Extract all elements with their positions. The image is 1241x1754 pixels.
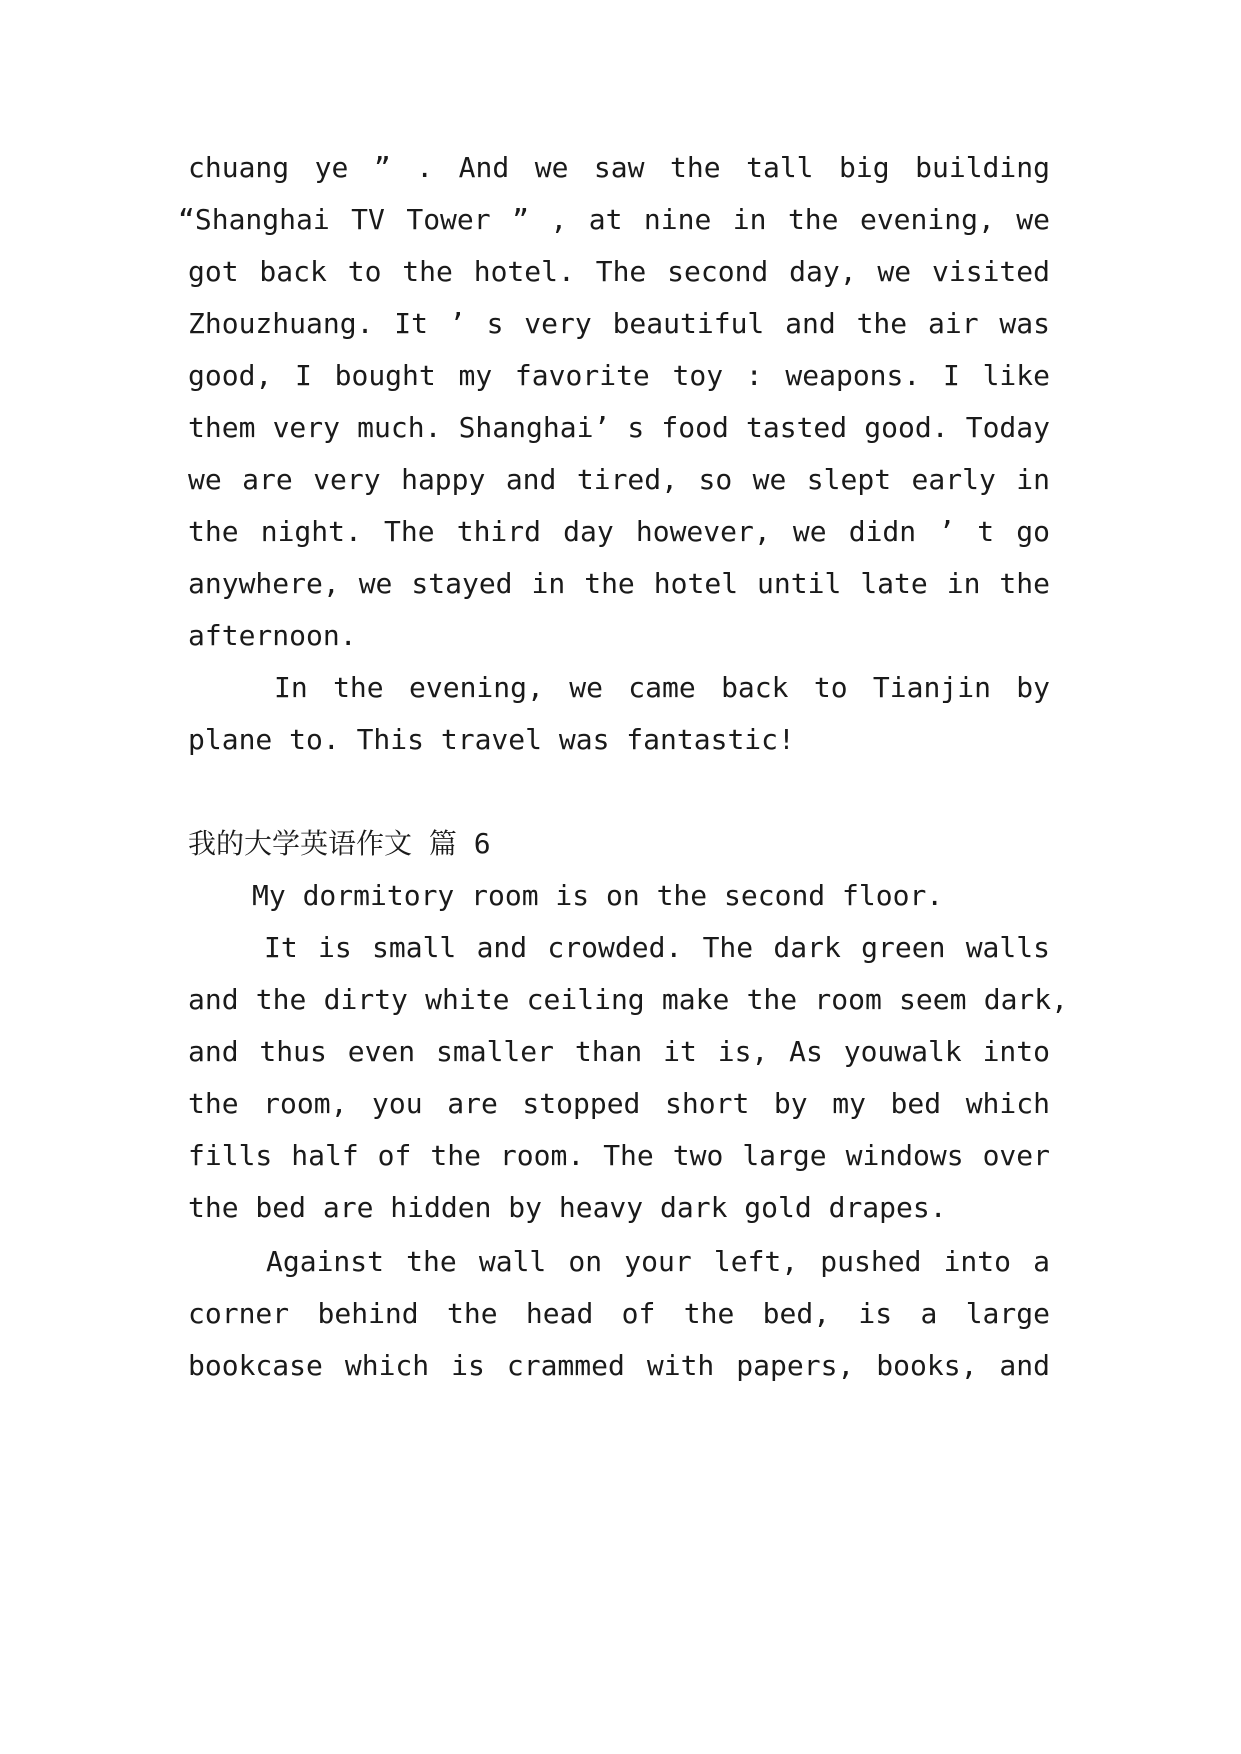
text-line: Zhouzhuang. It ’ s very beautiful and the air was <box>188 307 1050 340</box>
text-line: the room, you are stopped short by my bed which <box>188 1087 1050 1120</box>
text-line: chuang ye ” . And we saw the tall big building <box>188 151 1050 184</box>
text-line: and thus even smaller than it is, As youwalk into <box>188 1035 1050 1068</box>
paragraph-first-line: It is small and crowded. The dark green walls <box>264 931 1050 964</box>
text-line: the bed are hidden by heavy dark gold drapes. <box>188 1191 947 1224</box>
text-line: got back to the hotel. The second day, we visited <box>188 255 1050 288</box>
paragraph-first-line: In the evening, we came back to Tianjin by <box>274 671 1050 704</box>
text-line: “Shanghai TV Tower ” , at nine in the evening, we <box>178 203 1050 236</box>
text-line: corner behind the head of the bed, is a large <box>188 1297 1050 1330</box>
section-heading: 我的大学英语作文 篇 6 <box>188 827 491 860</box>
text-line: afternoon. <box>188 619 357 652</box>
text-line: plane to. This travel was fantastic! <box>188 723 795 756</box>
paragraph-first-line: Against the wall on your left, pushed into a <box>266 1245 1050 1278</box>
text-line: them very much. Shanghai’ s food tasted good. Today <box>188 411 1050 444</box>
text-line: the night. The third day however, we didn ’ t go <box>188 515 1050 548</box>
text-line: anywhere, we stayed in the hotel until late in the <box>188 567 1050 600</box>
text-line: we are very happy and tired, so we slept early in <box>188 463 1050 496</box>
text-line: and the dirty white ceiling make the room seem dark, <box>188 983 1068 1016</box>
text-line: bookcase which is crammed with papers, books, and <box>188 1349 1050 1382</box>
text-line: fills half of the room. The two large windows over <box>188 1139 1050 1172</box>
text-line: good, I bought my favorite toy : weapons. I like <box>188 359 1050 392</box>
paragraph-first-line: My dormitory room is on the second floor. <box>252 879 944 912</box>
